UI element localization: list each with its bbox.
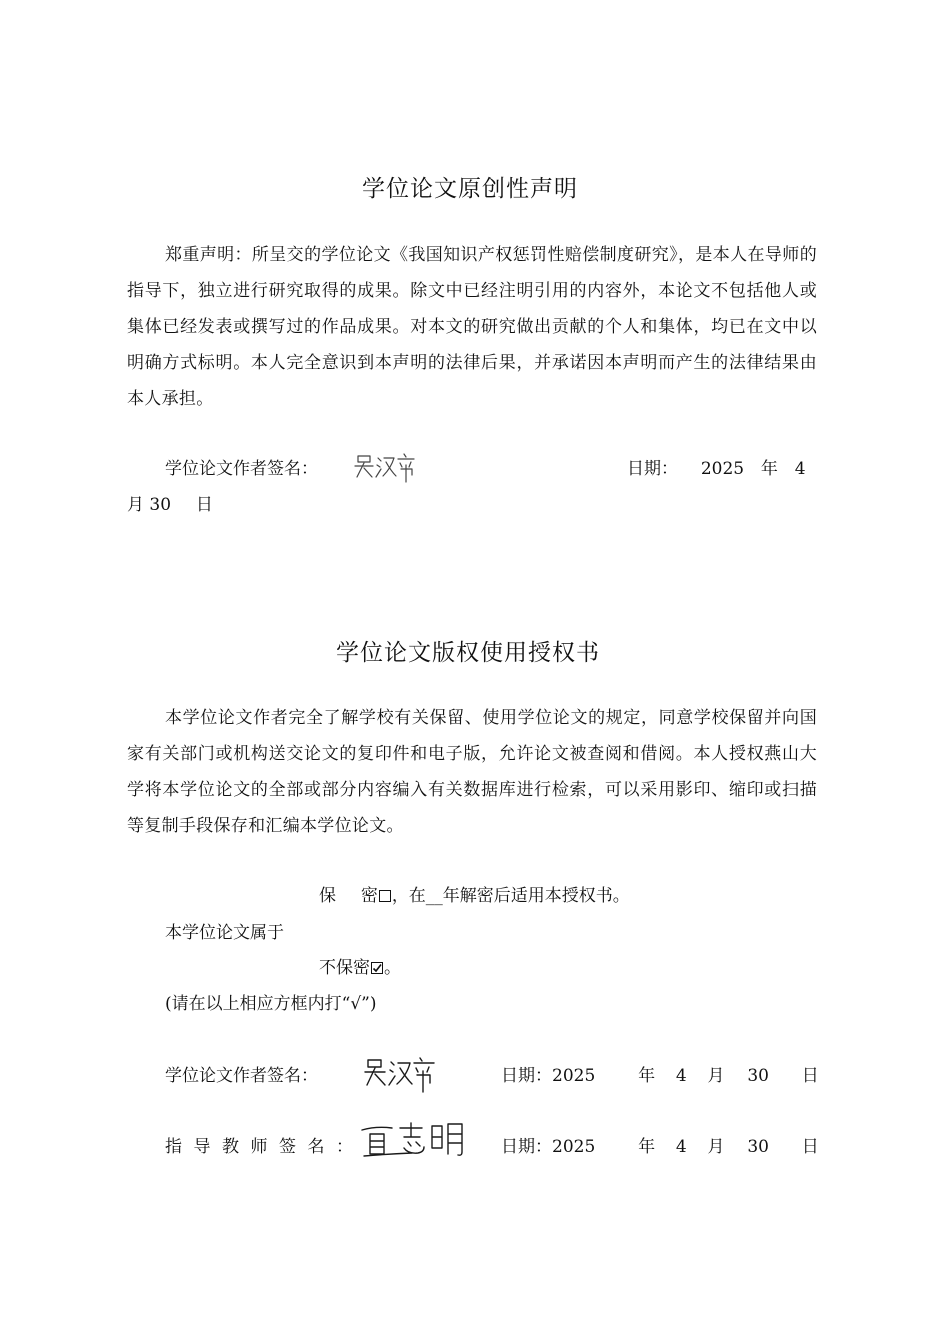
authorization-author-signature bbox=[362, 1054, 442, 1094]
secret-option-line bbox=[319, 884, 630, 908]
not-secret-option-label: 不保密 bbox=[319, 958, 370, 978]
declaration-date-cont bbox=[127, 493, 213, 517]
declaration-title: 学位论文原创性声明 bbox=[362, 176, 578, 202]
check-instruction: (请在以上相应方框内打“√”) bbox=[165, 994, 377, 1014]
authorization-author-sign-label: 学位论文作者签名： bbox=[165, 1066, 318, 1086]
belongs-label: 本学位论文属于 bbox=[165, 923, 284, 943]
secret-option-label-b: 密 bbox=[360, 886, 378, 906]
secret-checkbox[interactable] bbox=[379, 890, 391, 902]
declaration-date-year-unit: 年 bbox=[760, 459, 778, 479]
authorization-author-date-day-unit: 日 bbox=[801, 1066, 819, 1086]
advisor-date bbox=[501, 1135, 819, 1159]
authorization-author-date-month-unit: 月 bbox=[707, 1066, 725, 1086]
advisor-date-year-unit: 年 bbox=[638, 1137, 656, 1157]
authorization-author-date-day: 30 bbox=[747, 1066, 769, 1086]
declaration-date-label: 日期： bbox=[627, 459, 678, 479]
not-secret-option-line bbox=[319, 956, 401, 980]
declaration-date-month-unit: 月 bbox=[127, 495, 144, 515]
authorization-title: 学位论文版权使用授权书 bbox=[336, 640, 600, 666]
declaration-date-month: 4 bbox=[794, 459, 806, 479]
declaration-date-day: 30 bbox=[149, 495, 172, 515]
secret-option-after: ，在__年解密后适用本授权书。 bbox=[391, 886, 630, 906]
advisor-signature bbox=[360, 1120, 475, 1164]
not-secret-checkbox[interactable] bbox=[371, 962, 383, 974]
not-secret-option-after: 。 bbox=[384, 958, 401, 978]
advisor-date-month-unit: 月 bbox=[707, 1137, 725, 1157]
advisor-date-day-unit: 日 bbox=[801, 1137, 819, 1157]
authorization-author-date-year: 2025 bbox=[552, 1066, 596, 1086]
advisor-date-year: 2025 bbox=[552, 1137, 596, 1157]
advisor-date-label: 日期： bbox=[501, 1137, 552, 1157]
declaration-author-signature bbox=[352, 450, 422, 484]
declaration-date bbox=[627, 457, 806, 481]
advisor-date-day: 30 bbox=[747, 1137, 769, 1157]
declaration-body: 郑重声明：所呈交的学位论文《我国知识产权惩罚性赔偿制度研究》，是本人在导师的指导下，独立进行研究取得的成果。除文中已经注明引用的内容外，本论文不包括他人或集体已经发表或撰写过的作品成果。对本文的研究做出贡献的个人和集体，均已在文中以明确方式标明。本人完全意识到本声明的法律后果，并承诺因本声明而产生的法律结果由本人承担。 bbox=[127, 245, 817, 409]
declaration-date-year: 2025 bbox=[700, 459, 745, 479]
advisor-date-month: 4 bbox=[675, 1137, 687, 1157]
authorization-body: 本学位论文作者完全了解学校有关保留、使用学位论文的规定，同意学校保留并向国家有关部门或机构送交论文的复印件和电子版，允许论文被查阅和借阅。本人授权燕山大学将本学位论文的全部或部分内容编入有关数据库进行检索，可以采用影印、缩印或扫描等复制手段保存和汇编本学位论文。 bbox=[127, 708, 817, 836]
declaration-date-day-unit: 日 bbox=[195, 495, 213, 515]
secret-option-label-a: 保 bbox=[319, 886, 336, 906]
authorization-author-date-year-unit: 年 bbox=[638, 1066, 656, 1086]
declaration-author-sign-label: 学位论文作者签名： bbox=[165, 459, 318, 479]
advisor-sign-label: 指导教师签名： bbox=[165, 1137, 365, 1157]
authorization-author-date bbox=[501, 1064, 819, 1088]
authorization-author-date-month: 4 bbox=[675, 1066, 687, 1086]
authorization-author-date-label: 日期： bbox=[501, 1066, 552, 1086]
